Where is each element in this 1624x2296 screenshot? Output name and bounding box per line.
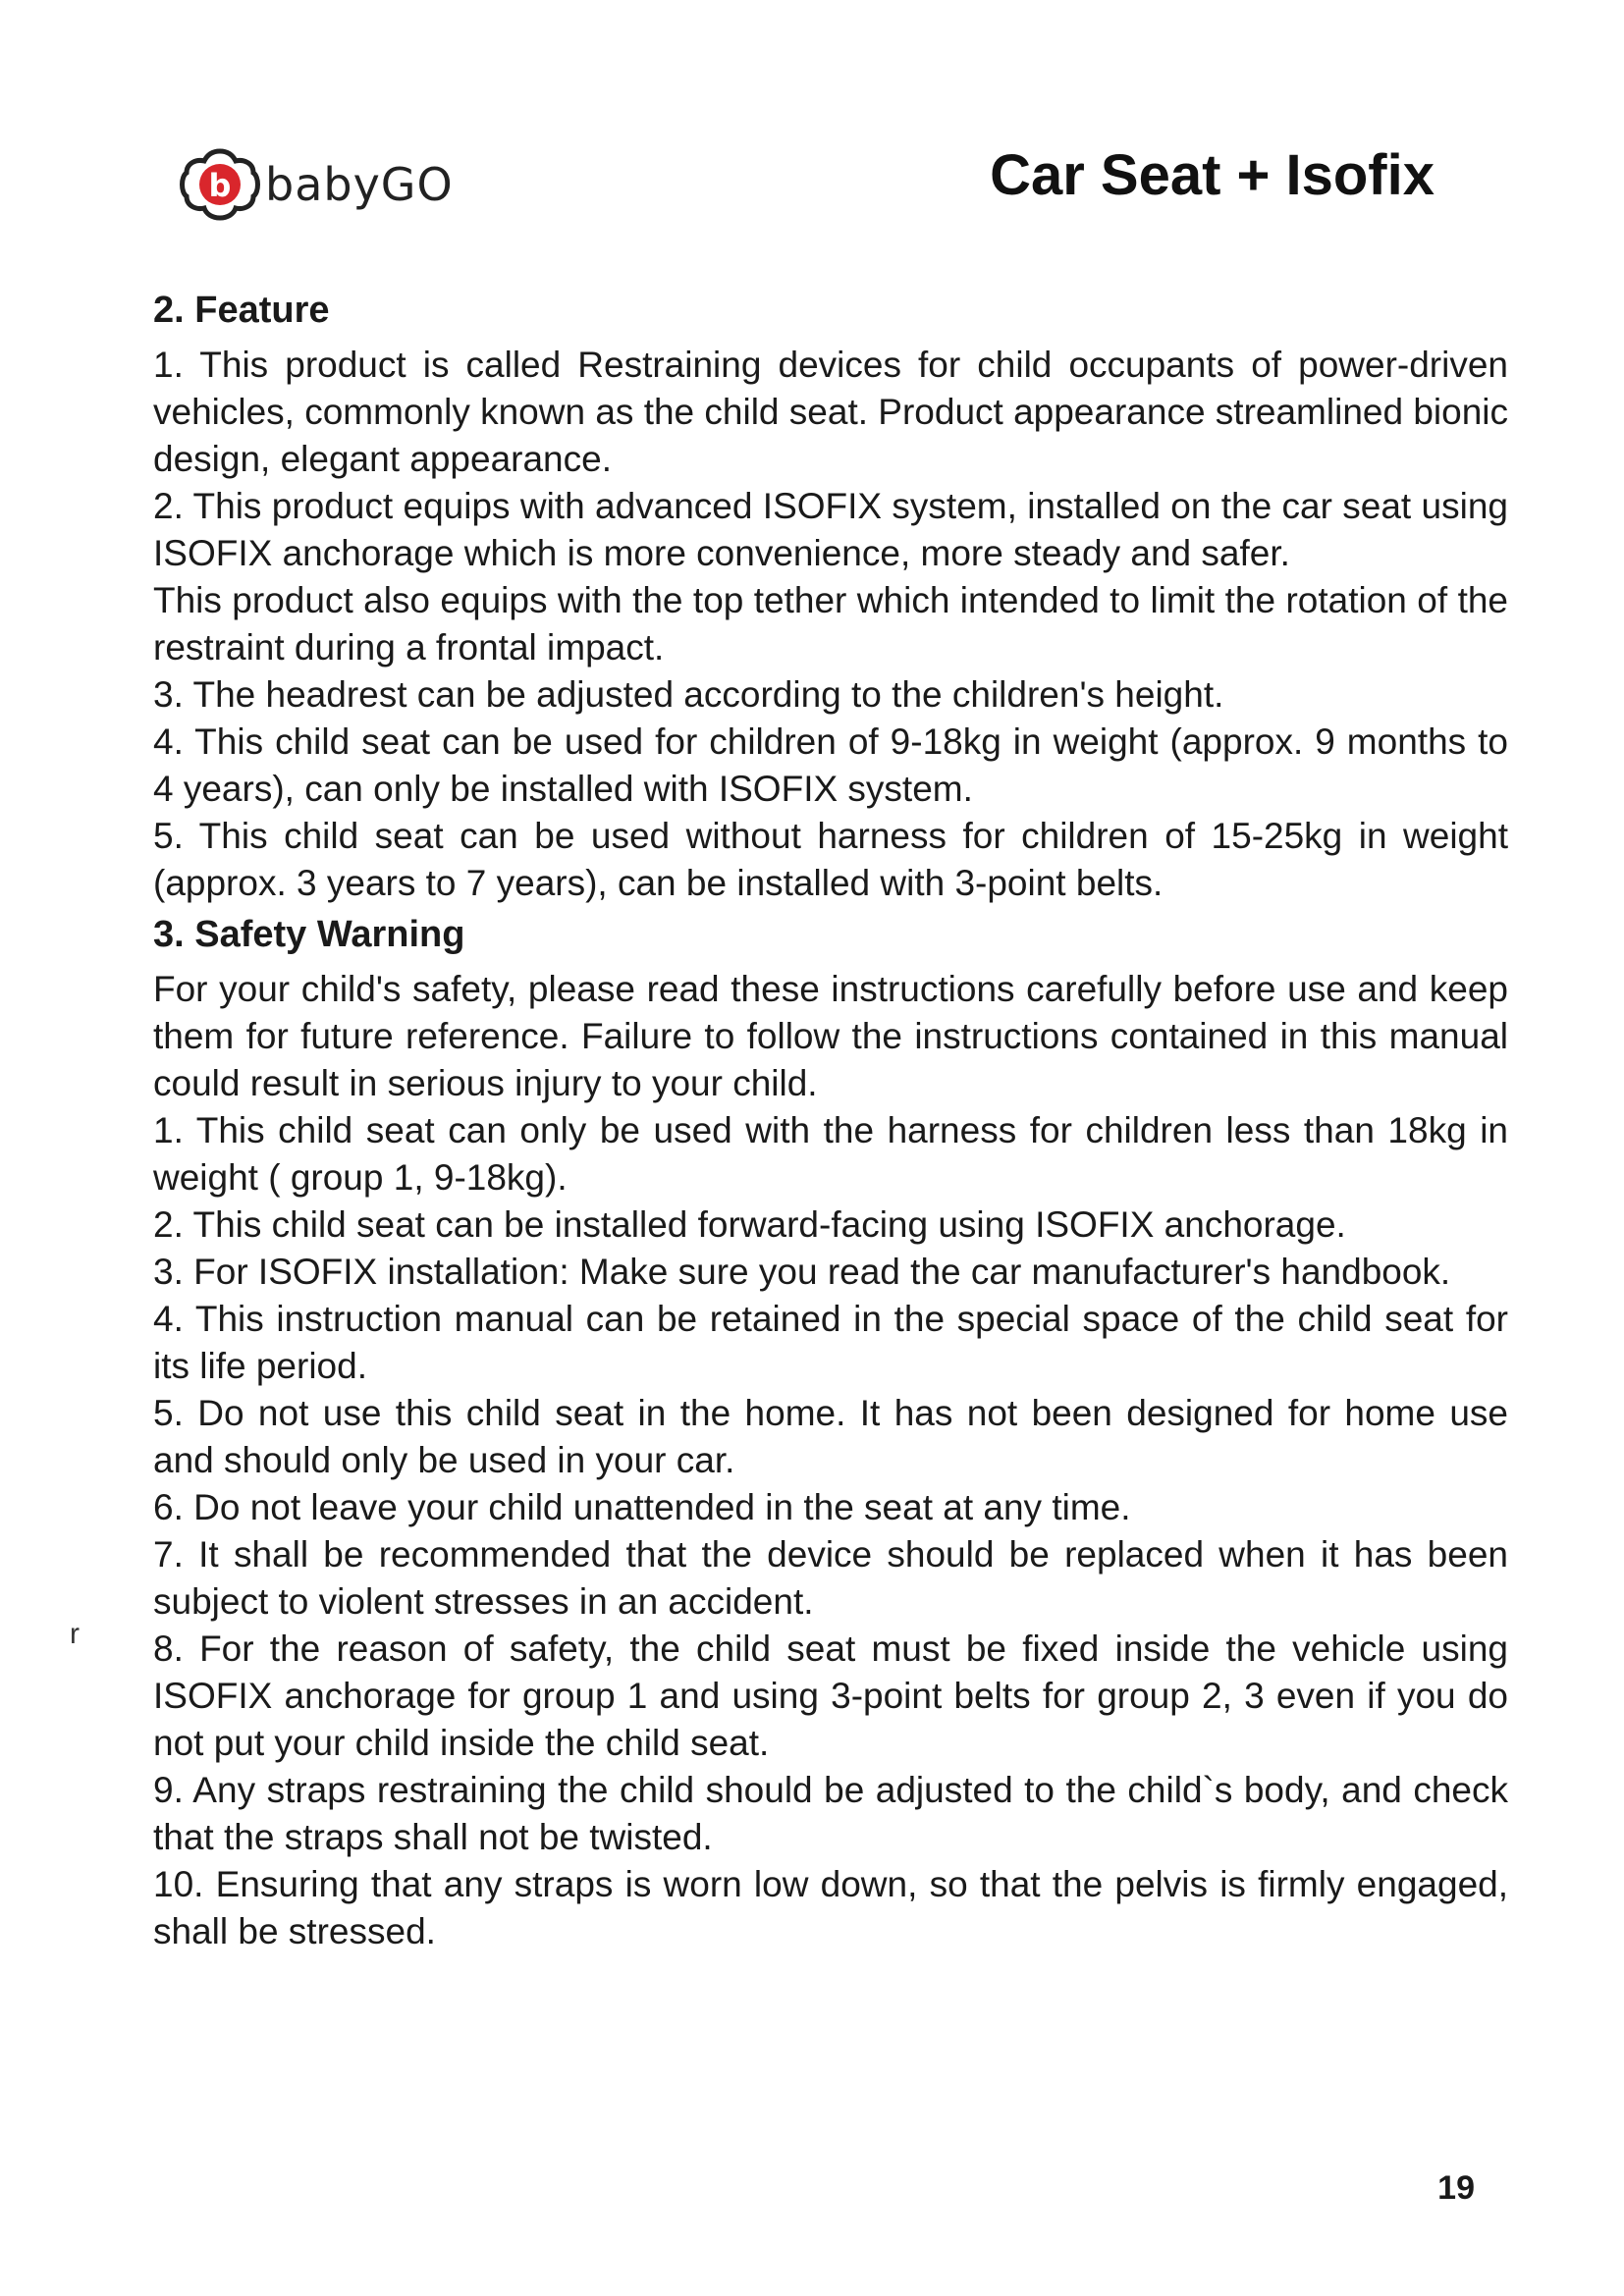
list-item: 8. For the reason of safety, the child seat must be fixed inside the vehicle using ISOFIX anchorage for group 1 and using 3-point belts for group 2, 3 even if you do not put your child inside the child seat. <box>153 1629 1508 1763</box>
safety-heading: 3. Safety Warning <box>153 914 465 955</box>
safety-intro: For your child's safety, please read these instructions carefully before use and keep them for future reference. Failure to follow the instructions contained in this manual could result in serious injury to your child. <box>153 969 1508 1103</box>
list-item: 3. For ISOFIX installation: Make sure you read the car manufacturer's handbook. <box>153 1252 1451 1292</box>
page-content <box>153 285 1508 1955</box>
feature-section <box>153 285 1508 907</box>
safety-section <box>153 909 1508 1955</box>
margin-mark: r <box>70 1618 80 1650</box>
logo-text: babyGO <box>265 158 454 211</box>
list-item: 1. This product is called Restraining devices for child occupants of power-driven vehicles, commonly known as the child seat. Product appearance streamlined bionic design, elegant appearance. <box>153 345 1509 479</box>
feature-list <box>153 342 1508 907</box>
page-number: 19 <box>1437 2169 1475 2207</box>
safety-list <box>153 1107 1508 1955</box>
list-item: 4. This instruction manual can be retained in the special space of the child seat for its life period. <box>153 1299 1508 1386</box>
list-item: 7. It shall be recommended that the device should be replaced when it has been subject to violent stresses in an accident. <box>153 1534 1508 1622</box>
logo-letter: b <box>208 167 232 204</box>
list-item: 1. This child seat can only be used with the harness for children less than 18kg in weight ( group 1, 9-18kg). <box>153 1110 1508 1198</box>
list-item: This product also equips with the top tether which intended to limit the rotation of the restraint during a frontal impact. <box>153 580 1508 667</box>
list-item: 4. This child seat can be used for children of 9-18kg in weight (approx. 9 months to 4 years), can only be installed with ISOFIX system. <box>153 721 1508 809</box>
list-item: 2. This child seat can be installed forward-facing using ISOFIX anchorage. <box>153 1204 1346 1245</box>
list-item: 6. Do not leave your child unattended in the seat at any time. <box>153 1487 1131 1527</box>
list-item: 5. This child seat can be used without harness for children of 15-25kg in weight (approx. 3 years to 7 years), can be installed with 3-point belts. <box>153 816 1508 903</box>
list-item: 5. Do not use this child seat in the home. It has not been designed for home use and should only be used in your car. <box>153 1393 1508 1480</box>
list-item: 9. Any straps restraining the child should be adjusted to the child`s body, and check that the straps shall not be twisted. <box>153 1770 1508 1857</box>
list-item: 10. Ensuring that any straps is worn low down, so that the pelvis is firmly engaged, shall be stressed. <box>153 1864 1508 1951</box>
document-title: Car Seat + Isofix <box>990 143 1435 207</box>
feature-heading: 2. Feature <box>153 290 330 331</box>
list-item: 2. This product equips with advanced ISOFIX system, installed on the car seat using ISOFIX anchorage which is more convenience, more steady and safer. <box>153 486 1508 573</box>
babygo-logo-icon <box>179 145 261 224</box>
brand-logo <box>179 145 454 224</box>
list-item: 3. The headrest can be adjusted according to the children's height. <box>153 674 1224 715</box>
